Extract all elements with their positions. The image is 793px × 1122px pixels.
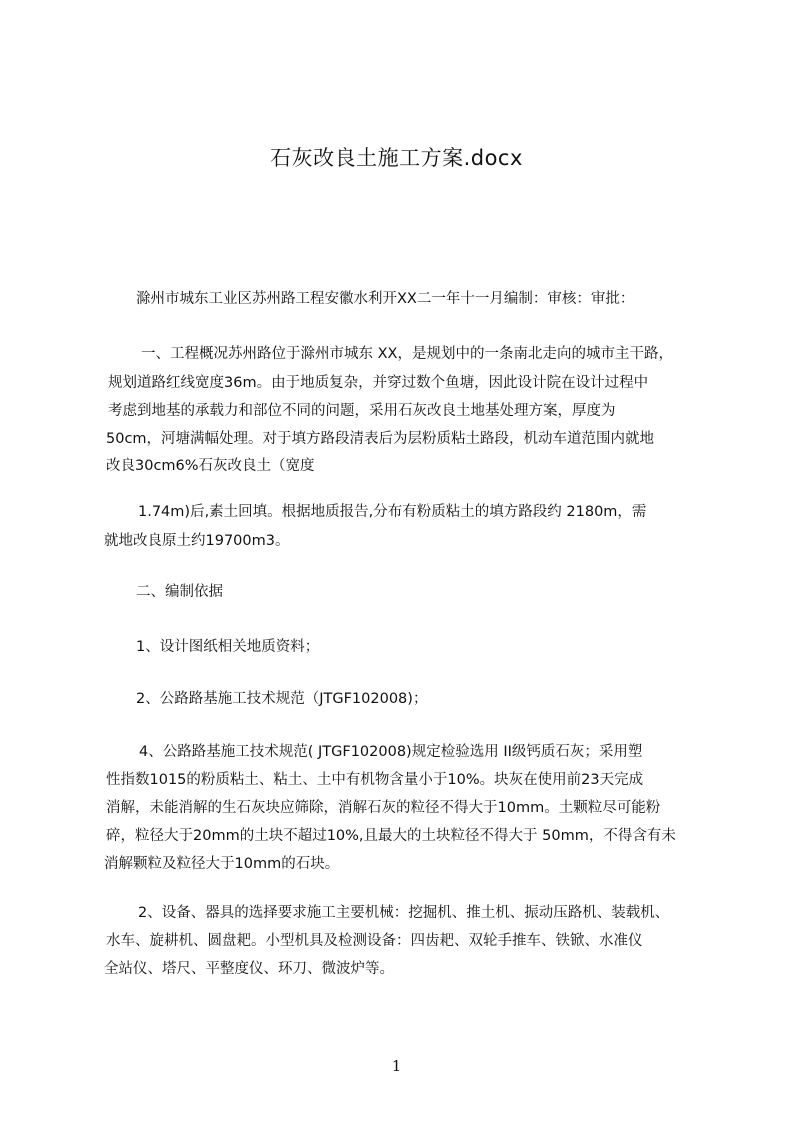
basis-item-2: 2、公路路基施工技术规范（JTGF102008)； [136,691,428,707]
basis-item-4-line-5: 消解颗粒及粒径大于10mm的石块。 [104,856,340,872]
basis-item-4-line-3: 消解，未能消解的生石灰块应筛除，消解石灰的粒径不得大于10mm。土颗粒尽可能粉 [106,800,661,816]
basis-item-4-line-4: 碎，粒径大于20mm的土块不超过10%,且最大的土块粒径不得大于 50mm，不得含有未 [106,828,676,844]
page-number: 1 [391,1057,402,1075]
section-heading-basis: 二、编制依据 [136,584,223,600]
overview-cont-line-1: 1.74m)后,素土回填。根据地质报告,分布有粉质粘土的填方路段约 2180m，需 [138,504,647,520]
basis-item-1: 1、设计图纸相关地质资料； [136,639,320,655]
equipment-line-3: 全站仪、塔尺、平整度仪、环刀、微波炉等。 [104,961,394,977]
overview-line-1: 一、工程概况苏州路位于滁州市城东 XX，是规划中的一条南北走向的城市主干路， [141,346,673,362]
basis-item-4-line-2: 性指数1015的粉质粘土、粘土、土中有机物含量小于10%。块灰在使用前23天完成 [106,772,644,788]
equipment-line-2: 水车、旋耕机、圆盘耙。小型机具及检测设备：四齿耙、双轮手推车、铁锨、水准仪 [106,933,643,949]
overview-line-4: 50cm，河塘满幅处理。对于填方路段清表后为层粉质粘土路段，机动车道范围内就地 [106,431,655,447]
overview-line-5: 改良30cm6%石灰改良土（宽度 [106,458,315,474]
overview-cont-line-2: 就地改良原土约19700m3。 [104,533,290,549]
overview-line-3: 考虑到地基的承载力和部位不同的问题，采用石灰改良土地基处理方案，厚度为 [108,403,616,419]
author-line: 滁州市城东工业区苏州路工程安徽水利开XX二一年十一月编制：审核：审批： [136,291,635,307]
overview-line-2: 规划道路红线宽度36m。由于地质复杂，并穿过数个鱼塘，因此设计院在设计过程中 [108,375,649,391]
basis-item-4-line-1: 4、公路路基施工技术规范( JTGF102008)规定检验选用 II级钙质石灰；采用塑 [139,744,643,760]
document-title: 石灰改良土施工方案.docx [270,146,523,170]
equipment-line-1: 2、设备、器具的选择要求施工主要机械：挖掘机、推土机、振动压路机、装载机、 [138,905,670,921]
